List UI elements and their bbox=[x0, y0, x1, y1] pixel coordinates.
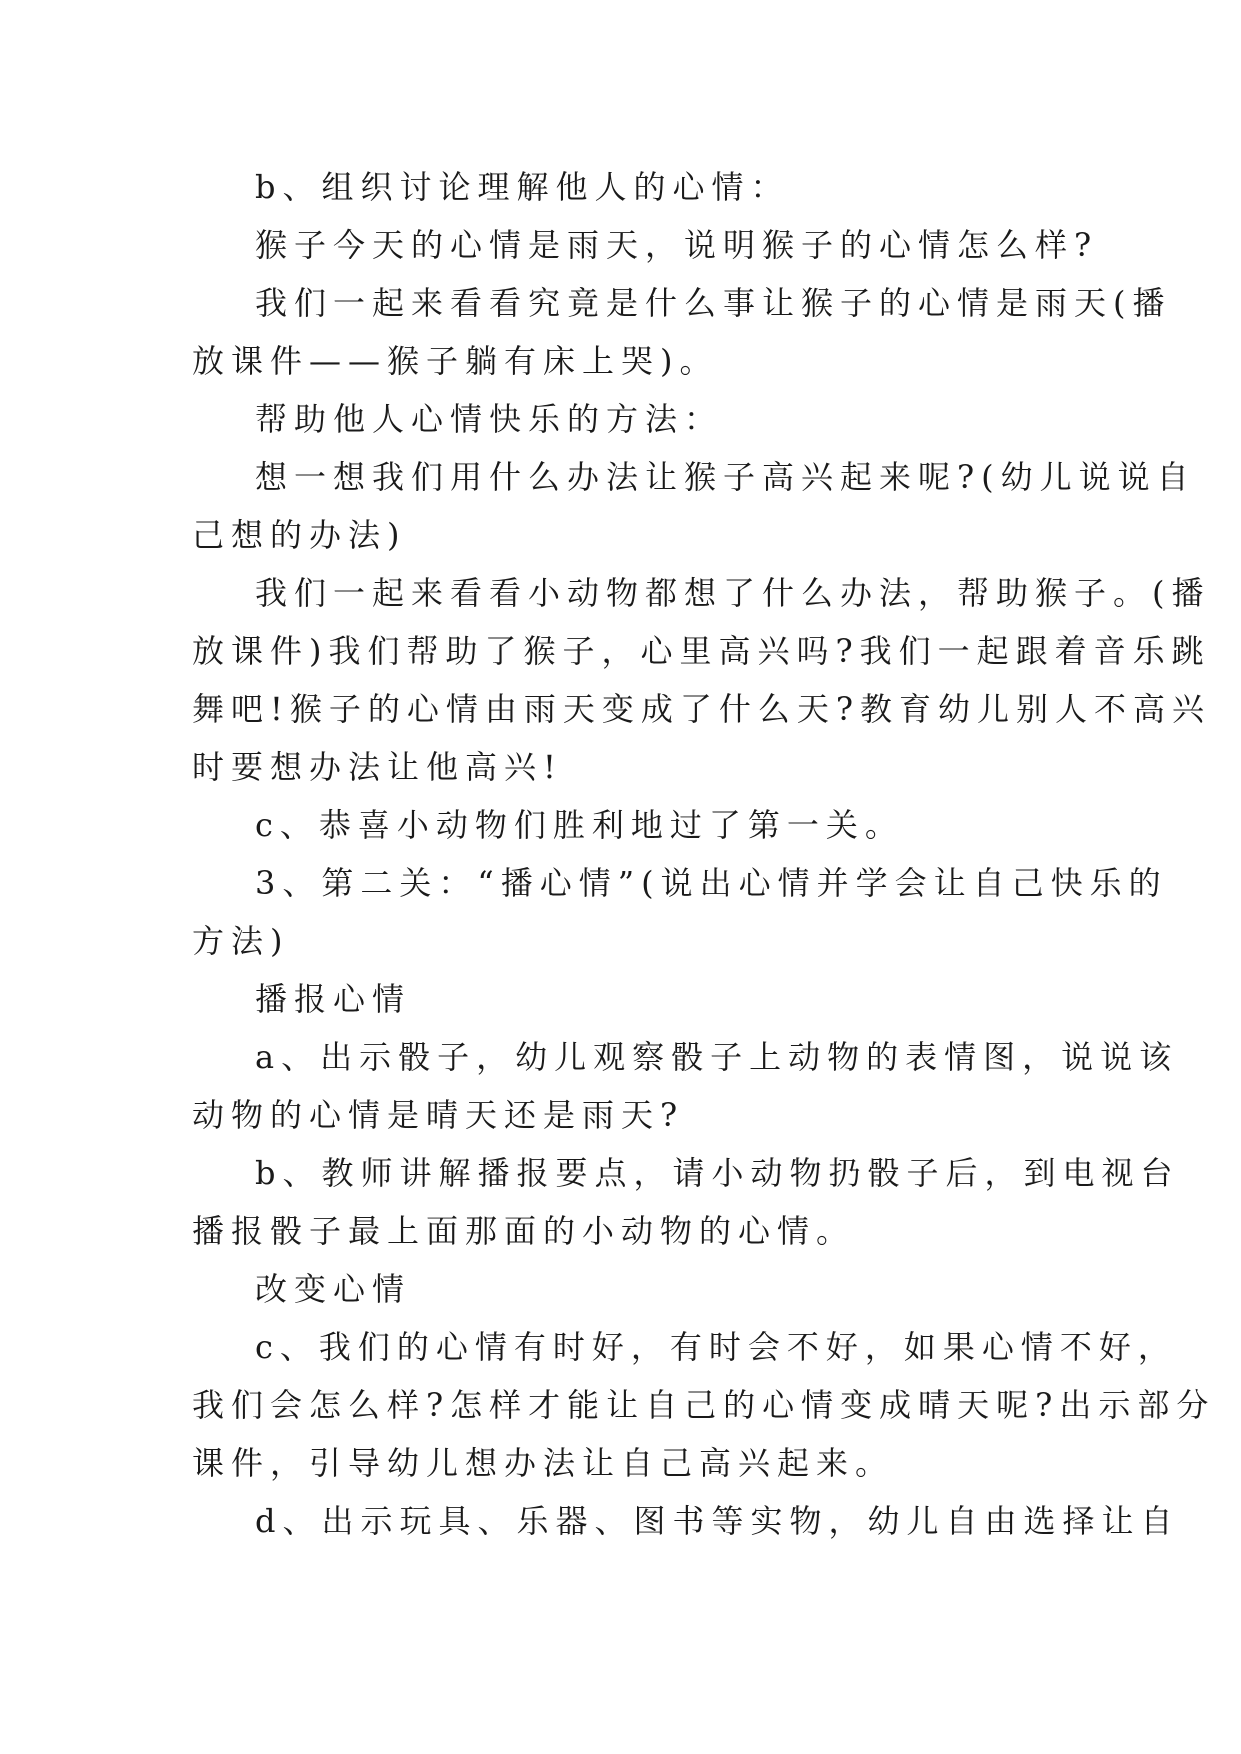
text-line: 时要想办法让他高兴! bbox=[192, 748, 563, 786]
text-line: 想一想我们用什么办法让猴子高兴起来呢?(幼儿说说自 bbox=[255, 458, 1196, 496]
text-line: 放课件——猴子躺有床上哭)。 bbox=[192, 342, 719, 380]
text-line: 己想的办法) bbox=[192, 516, 407, 554]
text-line: 舞吧!猴子的心情由雨天变成了什么天?教育幼儿别人不高兴 bbox=[192, 690, 1212, 728]
text-line: 播报心情 bbox=[255, 980, 412, 1018]
text-line: 方法) bbox=[192, 922, 290, 960]
text-line: c、我们的心情有时好，有时会不好，如果心情不好， bbox=[255, 1328, 1177, 1366]
text-line: 3、第二关：“播心情”(说出心情并学会让自己快乐的 bbox=[255, 864, 1168, 902]
text-line: 课件，引导幼儿想办法让自己高兴起来。 bbox=[192, 1444, 895, 1482]
text-line: 我们一起来看看小动物都想了什么办法，帮助猴子。(播 bbox=[255, 574, 1211, 612]
text-line: b、组织讨论理解他人的心情： bbox=[255, 168, 790, 206]
text-line: b、教师讲解播报要点，请小动物扔骰子后，到电视台 bbox=[255, 1154, 1180, 1192]
text-line: c、恭喜小动物们胜利地过了第一关。 bbox=[255, 806, 904, 844]
text-line: 改变心情 bbox=[255, 1270, 412, 1308]
text-line: 播报骰子最上面那面的小动物的心情。 bbox=[192, 1212, 856, 1250]
text-line: a、出示骰子，幼儿观察骰子上动物的表情图，说说该 bbox=[255, 1038, 1179, 1076]
text-line: 帮助他人心情快乐的方法： bbox=[255, 400, 724, 438]
text-line: 猴子今天的心情是雨天，说明猴子的心情怎么样? bbox=[255, 226, 1099, 264]
text-line: 动物的心情是晴天还是雨天? bbox=[192, 1096, 685, 1134]
text-line: 放课件)我们帮助了猴子，心里高兴吗?我们一起跟着音乐跳 bbox=[192, 632, 1211, 670]
text-line: 我们一起来看看究竟是什么事让猴子的心情是雨天(播 bbox=[255, 284, 1172, 322]
text-line: d、出示玩具、乐器、图书等实物，幼儿自由选择让自 bbox=[255, 1502, 1180, 1540]
text-line: 我们会怎么样?怎样才能让自己的心情变成晴天呢?出示部分 bbox=[192, 1386, 1216, 1424]
